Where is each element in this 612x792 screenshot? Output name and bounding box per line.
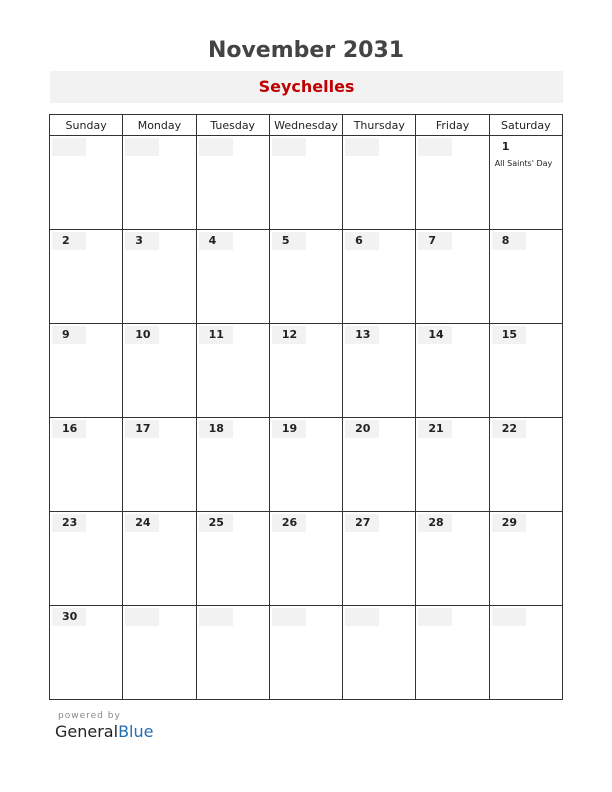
day-number: 23: [52, 514, 86, 532]
day-number: 21: [418, 420, 452, 438]
day-number: [125, 608, 159, 626]
day-cell: [489, 230, 562, 324]
day-cell: [343, 418, 416, 512]
day-number: 7: [418, 232, 452, 250]
day-cell: [489, 512, 562, 606]
day-cell: [416, 512, 489, 606]
day-cell: [50, 606, 123, 700]
day-cell: [416, 418, 489, 512]
calendar-grid: [49, 114, 563, 700]
country-name: Seychelles: [258, 77, 355, 96]
day-cell: [196, 324, 269, 418]
day-number: [199, 138, 233, 156]
brand-name-part2: Blue: [118, 722, 154, 741]
day-number: 26: [272, 514, 306, 532]
day-cell: [269, 136, 342, 230]
day-number: 5: [272, 232, 306, 250]
day-cell: [196, 512, 269, 606]
day-cell: [50, 418, 123, 512]
day-number: 18: [199, 420, 233, 438]
day-number: 27: [345, 514, 379, 532]
day-number: 10: [125, 326, 159, 344]
weekday-header: Monday: [123, 115, 196, 136]
day-cell: [343, 512, 416, 606]
day-cell: [416, 324, 489, 418]
week-row: [50, 512, 563, 606]
day-cell: [123, 512, 196, 606]
day-cell: [123, 418, 196, 512]
day-cell: [123, 324, 196, 418]
day-cell: [123, 606, 196, 700]
day-number: 11: [199, 326, 233, 344]
day-number: [345, 138, 379, 156]
day-cell: [343, 230, 416, 324]
day-number: 12: [272, 326, 306, 344]
day-number: [418, 608, 452, 626]
day-cell: [196, 418, 269, 512]
day-number: 25: [199, 514, 233, 532]
day-cell: [269, 606, 342, 700]
day-number: 2: [52, 232, 86, 250]
day-number: 14: [418, 326, 452, 344]
day-cell: [50, 136, 123, 230]
day-number: [272, 138, 306, 156]
weekday-header: Sunday: [50, 115, 123, 136]
country-banner: [50, 71, 563, 103]
weekday-header-row: [50, 115, 563, 136]
day-number: [492, 608, 526, 626]
day-number: 20: [345, 420, 379, 438]
day-number: 6: [345, 232, 379, 250]
day-number: 9: [52, 326, 86, 344]
day-number: 28: [418, 514, 452, 532]
generalblue-logo[interactable]: [55, 722, 153, 741]
day-number: 1: [492, 138, 526, 156]
day-number: [418, 138, 452, 156]
week-row: [50, 606, 563, 700]
day-cell: [50, 324, 123, 418]
weekday-header: Thursday: [343, 115, 416, 136]
day-number: 19: [272, 420, 306, 438]
day-cell: [269, 324, 342, 418]
day-number: 24: [125, 514, 159, 532]
day-cell: [196, 606, 269, 700]
day-number: 4: [199, 232, 233, 250]
day-cell: [123, 136, 196, 230]
day-number: 15: [492, 326, 526, 344]
day-cell: [50, 230, 123, 324]
day-cell: [50, 512, 123, 606]
day-cell: [269, 230, 342, 324]
week-row: [50, 324, 563, 418]
week-row: [50, 418, 563, 512]
day-number: [199, 608, 233, 626]
day-cell: [343, 606, 416, 700]
day-cell: [196, 136, 269, 230]
day-cell: [416, 606, 489, 700]
weekday-header: Friday: [416, 115, 489, 136]
day-cell: [489, 324, 562, 418]
day-cell: [343, 136, 416, 230]
week-row: [50, 230, 563, 324]
day-number: 17: [125, 420, 159, 438]
day-cell: [416, 230, 489, 324]
day-number: 22: [492, 420, 526, 438]
holiday-label: All Saints' Day: [494, 159, 553, 168]
day-number: 29: [492, 514, 526, 532]
day-cell: [343, 324, 416, 418]
day-cell: [123, 230, 196, 324]
day-number: 30: [52, 608, 86, 626]
day-number: 16: [52, 420, 86, 438]
weekday-header: Saturday: [489, 115, 562, 136]
weekday-header: Wednesday: [269, 115, 342, 136]
day-number: 3: [125, 232, 159, 250]
day-cell: [269, 512, 342, 606]
day-cell: [489, 418, 562, 512]
day-cell: [489, 606, 562, 700]
day-number: [345, 608, 379, 626]
day-cell: [196, 230, 269, 324]
day-cell: [269, 418, 342, 512]
day-number: [272, 608, 306, 626]
day-cell: [416, 136, 489, 230]
day-cell: [489, 136, 562, 230]
page-title: November 2031: [207, 38, 405, 63]
weekday-header: Tuesday: [196, 115, 269, 136]
day-number: [52, 138, 86, 156]
day-number: 13: [345, 326, 379, 344]
powered-by-label: powered by: [58, 711, 121, 721]
day-number: 8: [492, 232, 526, 250]
week-row: [50, 136, 563, 230]
brand-name-part1: General: [55, 722, 119, 741]
day-number: [125, 138, 159, 156]
